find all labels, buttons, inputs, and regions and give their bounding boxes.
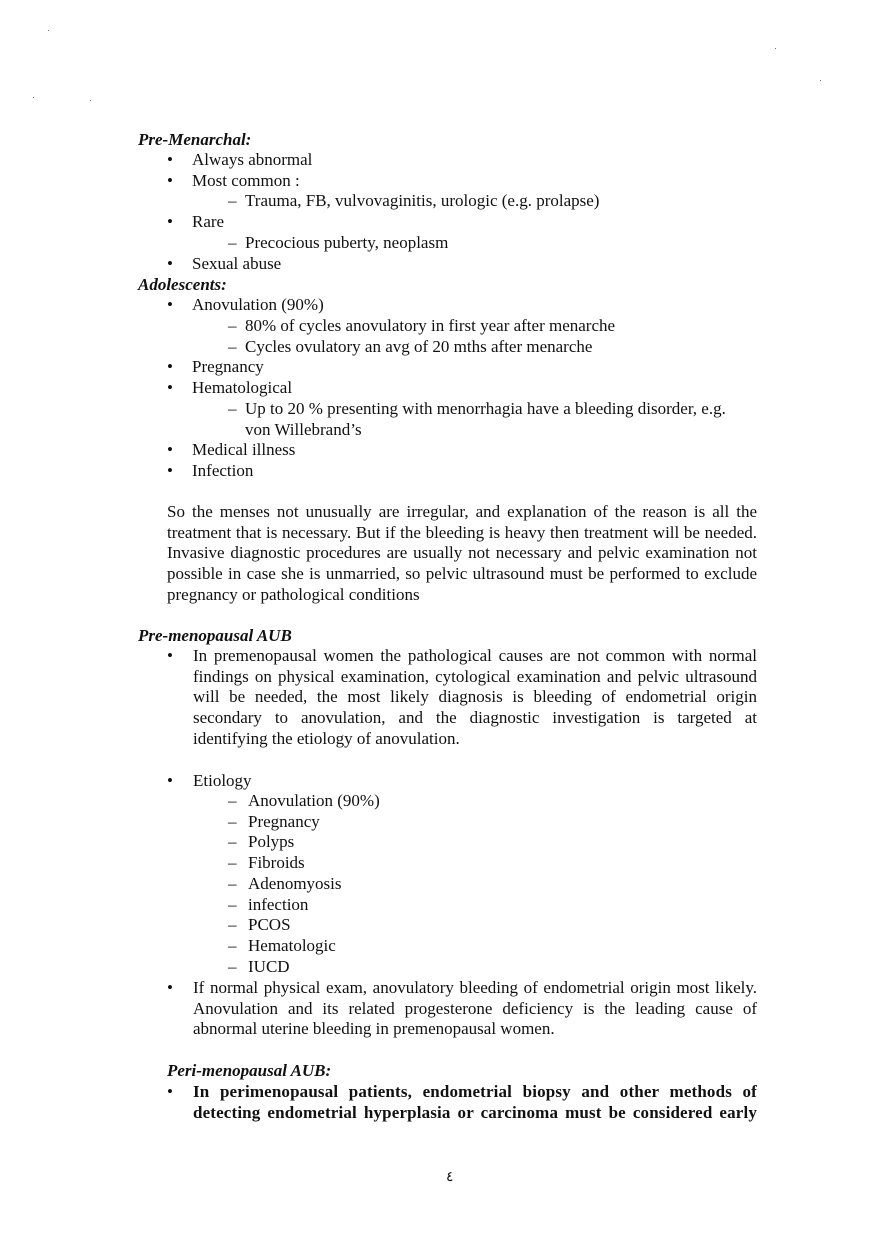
bullet-icon <box>167 440 173 461</box>
dash-icon <box>228 895 237 916</box>
scan-speck <box>48 30 49 31</box>
scan-speck <box>775 48 776 49</box>
adolescents-heading: Adolescents: <box>138 275 227 294</box>
bullet-icon <box>167 646 173 667</box>
dash-icon <box>228 832 237 853</box>
pre-menopausal-intro: In premenopausal women the pathological causes are not common with normal findings on physical examination, cytological examination and pelvic ultrasound will be needed, the most likely diagnosis is bleeding of endometrial origin secondary to anovulation, and the diagnostic investigation is targeted at identifying the etiology of anovulation. <box>193 646 757 748</box>
pre-menopausal-heading: Pre-menopausal AUB <box>138 626 292 645</box>
bullet-icon <box>167 461 173 482</box>
peri-menopausal-heading: Peri-menopausal AUB: <box>167 1061 332 1080</box>
bullet-icon <box>167 150 173 171</box>
document-page: Pre-Menarchal: • Always abnormal • Most common : – Trauma, FB, vulvovaginitis, urologic (e.g. prolapse) • Rare – Precocious puberty, neoplasm • Sexual abuse Adolescents: • Anovulation (90%) – 80% of cycles anovulatory in first year after menarche – Cycles ovulatory an avg of 20 mths after menarche • Pregnancy • Hematological – Up to 20 % presenting with menorrhagia have a bleeding disorder, e.g. von Willebrand’s • Medical illness • Infection So the menses not unusually are irregular, and explanation of the reason is all the treatment that is necessary. But if the bleeding is heavy then treatment will be needed. Invasive diagnostic procedures are usually not necessary and pelvic examination not possible in case she is unmarried, so pelvic ultrasound must be performed to exclude pregnancy or pathological conditions Pre-menopausal AUB • In premenopausal women the pathological causes are not common with normal findings on physical examination, cytological examination and pelvic ultrasound will be needed, the most likely diagnosis is bleeding of endometrial origin secondary to anovulation, and the diagnostic investigation is targeted at identifying the etiology of anovulation. • Etiology – Anovulation (90%) – Pregnancy – Polyps – Fibroids – Adenomyosis – infection – PCOS – Hematologic – IUCD • If normal physical exam, anovulatory bleeding of endometrial origin most likely. Anovulation and its related progesterone deficiency is the leading cause of abnormal uterine bleeding in premenopausal women. Peri-menopausal AUB: • In perimenopausal patients, endometrial biopsy and other methods of detecting endometrial hyperplasia or carcinoma must be considered early ٤ <box>0 0 881 1250</box>
scan-speck <box>90 100 91 101</box>
bullet-icon <box>167 1082 173 1103</box>
bullet-icon <box>167 295 173 316</box>
adolescents-paragraph: So the menses not unusually are irregular, and explanation of the reason is all the treatment that is necessary. But if the bleeding is heavy then treatment will be needed. Invasive diagnostic procedures are usually not necessary and pelvic examination not possible in case she is unmarried, so pelvic ultrasound must be performed to exclude pregnancy or pathological conditions <box>167 502 757 604</box>
dash-icon <box>228 791 237 812</box>
bullet-icon <box>167 378 173 399</box>
pre-menarchal-heading: Pre-Menarchal: <box>138 130 252 149</box>
peri-menopausal-text: In perimenopausal patients, endometrial biopsy and other methods of detecting endometrial hyperplasia or carcinoma must be considered early <box>193 1082 757 1122</box>
dash-icon <box>228 316 237 337</box>
page-number: ٤ <box>446 1170 454 1185</box>
bullet-icon <box>167 978 173 999</box>
bullet-icon <box>167 357 173 378</box>
dash-icon <box>228 191 237 212</box>
scan-speck <box>820 80 821 81</box>
dash-icon <box>228 399 237 420</box>
dash-icon <box>228 337 237 358</box>
dash-icon <box>228 874 237 895</box>
dash-icon <box>228 957 237 978</box>
bullet-icon <box>167 254 173 275</box>
bullet-icon <box>167 212 173 233</box>
dash-icon <box>228 812 237 833</box>
dash-icon <box>228 233 237 254</box>
bullet-icon <box>167 771 173 792</box>
dash-icon <box>228 853 237 874</box>
pre-menopausal-conclusion: If normal physical exam, anovulatory bleeding of endometrial origin most likely. Anovulation and its related progesterone deficiency is the leading cause of abnormal uterine bleeding in premenopausal women. <box>193 978 757 1039</box>
bullet-icon <box>167 171 173 192</box>
dash-icon <box>228 915 237 936</box>
dash-icon <box>228 936 237 957</box>
scan-speck <box>33 97 34 98</box>
